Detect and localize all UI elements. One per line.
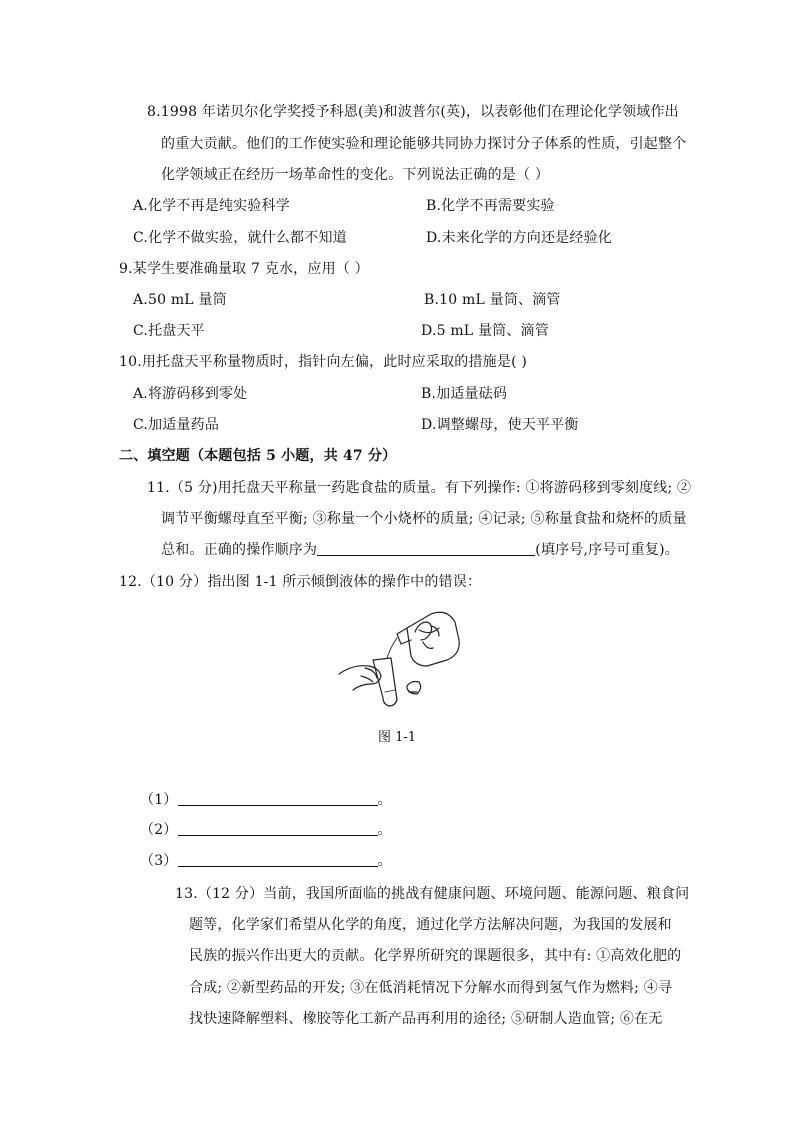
q8-option-d: D.未来化学的方向还是经验化 <box>426 230 612 246</box>
q12-answer-2 <box>140 820 392 840</box>
q9-option-b: B.10 mL 量筒、滴管 <box>424 292 561 308</box>
q13-stem-line4: 合成; ②新型药品的开发; ③在低消耗情况下分解水而得到氢气作为燃料; ④寻 <box>189 980 673 996</box>
q12-answer-3-end: 。 <box>377 853 392 869</box>
section-heading: 二、填空题（本题包括 5 小题，共 47 分） <box>119 448 397 464</box>
q9-stem: 9.某学生要准确量取 7 克水，应用（ ） <box>119 261 369 277</box>
q12-answer-3-label: （3） <box>140 853 178 869</box>
q10-option-b: B.加适量砝码 <box>421 386 508 402</box>
q11-stem-line3 <box>161 540 679 560</box>
q12-stem: 12.（10 分）指出图 1-1 所示倾倒液体的操作中的错误： <box>119 574 482 590</box>
q12-answer-2-blank[interactable] <box>178 820 378 836</box>
q13-stem-line2: 题等，化学家们希望从化学的角度，通过化学方法解决问题，为我国的发展和 <box>189 917 672 933</box>
q8-stem-line1: 8.1998 年诺贝尔化学奖授予科恩(美)和波普尔(英)，以表彰他们在理论化学领域作出 <box>147 104 679 120</box>
q13-stem-line3: 民族的振兴作出更大的贡献。化学界所研究的课题很多，其中有: ①高效化肥的 <box>189 948 682 964</box>
q11-stem-line2: 调节平衡螺母直至平衡; ③称量一个小烧杯的质量; ④记录; ⑤称量食盐和烧杯的质量 <box>161 511 687 527</box>
q10-stem: 10.用托盘天平称量物质时，指针向左偏，此时应采取的措施是( ) <box>119 354 528 370</box>
q12-answer-1-label: （1） <box>140 792 178 808</box>
q9-option-a: A.50 mL 量筒 <box>133 292 227 308</box>
q13-stem-line1: 13.（12 分）当前，我国所面临的挑战有健康问题、环境问题、能源问题、粮食问 <box>175 886 690 902</box>
q10-option-d: D.调整螺母，使天平平衡 <box>421 417 579 433</box>
pouring-liquid-figure <box>335 600 465 710</box>
q11-stem-line3-tail: (填序号,序号可重复)。 <box>535 542 679 558</box>
q9-option-d: D.5 mL 量筒、滴管 <box>421 323 549 339</box>
q13-stem-line5: 找快速降解塑料、橡胶等化工新产品再利用的途径; ⑤研制人造血管; ⑥在无 <box>189 1011 663 1027</box>
q8-option-a: A.化学不再是纯实验科学 <box>133 198 290 214</box>
q12-answer-2-end: 。 <box>377 822 392 838</box>
figure-caption: 图 1-1 <box>378 730 417 745</box>
q10-option-c: C.加适量药品 <box>133 417 220 433</box>
q8-option-c: C.化学不做实验，就什么都不知道 <box>133 230 347 246</box>
q12-answer-1-blank[interactable] <box>178 790 378 806</box>
q8-stem-line3: 化学领域正在经历一场革命性的变化。下列说法正确的是（ ） <box>161 167 550 183</box>
q11-stem-line3-text: 总和。正确的操作顺序为 <box>161 542 318 558</box>
q9-option-c: C.托盘天平 <box>133 323 205 339</box>
q12-answer-2-label: （2） <box>140 822 178 838</box>
q12-answer-3 <box>140 851 392 871</box>
q11-stem-line1: 11.（5 分)用托盘天平称量一药匙食盐的质量。有下列操作: ①将游码移到零刻度线; ② <box>147 480 692 496</box>
q8-stem-line2: 的重大贡献。他们的工作使实验和理论能够共同协力探讨分子体系的性质，引起整个 <box>161 136 687 152</box>
q11-answer-blank[interactable] <box>317 540 535 556</box>
q12-answer-1-end: 。 <box>377 792 392 808</box>
q12-answer-3-blank[interactable] <box>178 851 378 867</box>
q12-answer-1 <box>140 790 392 810</box>
q10-option-a: A.将游码移到零处 <box>133 386 248 402</box>
q8-option-b: B.化学不再需要实验 <box>426 198 555 214</box>
